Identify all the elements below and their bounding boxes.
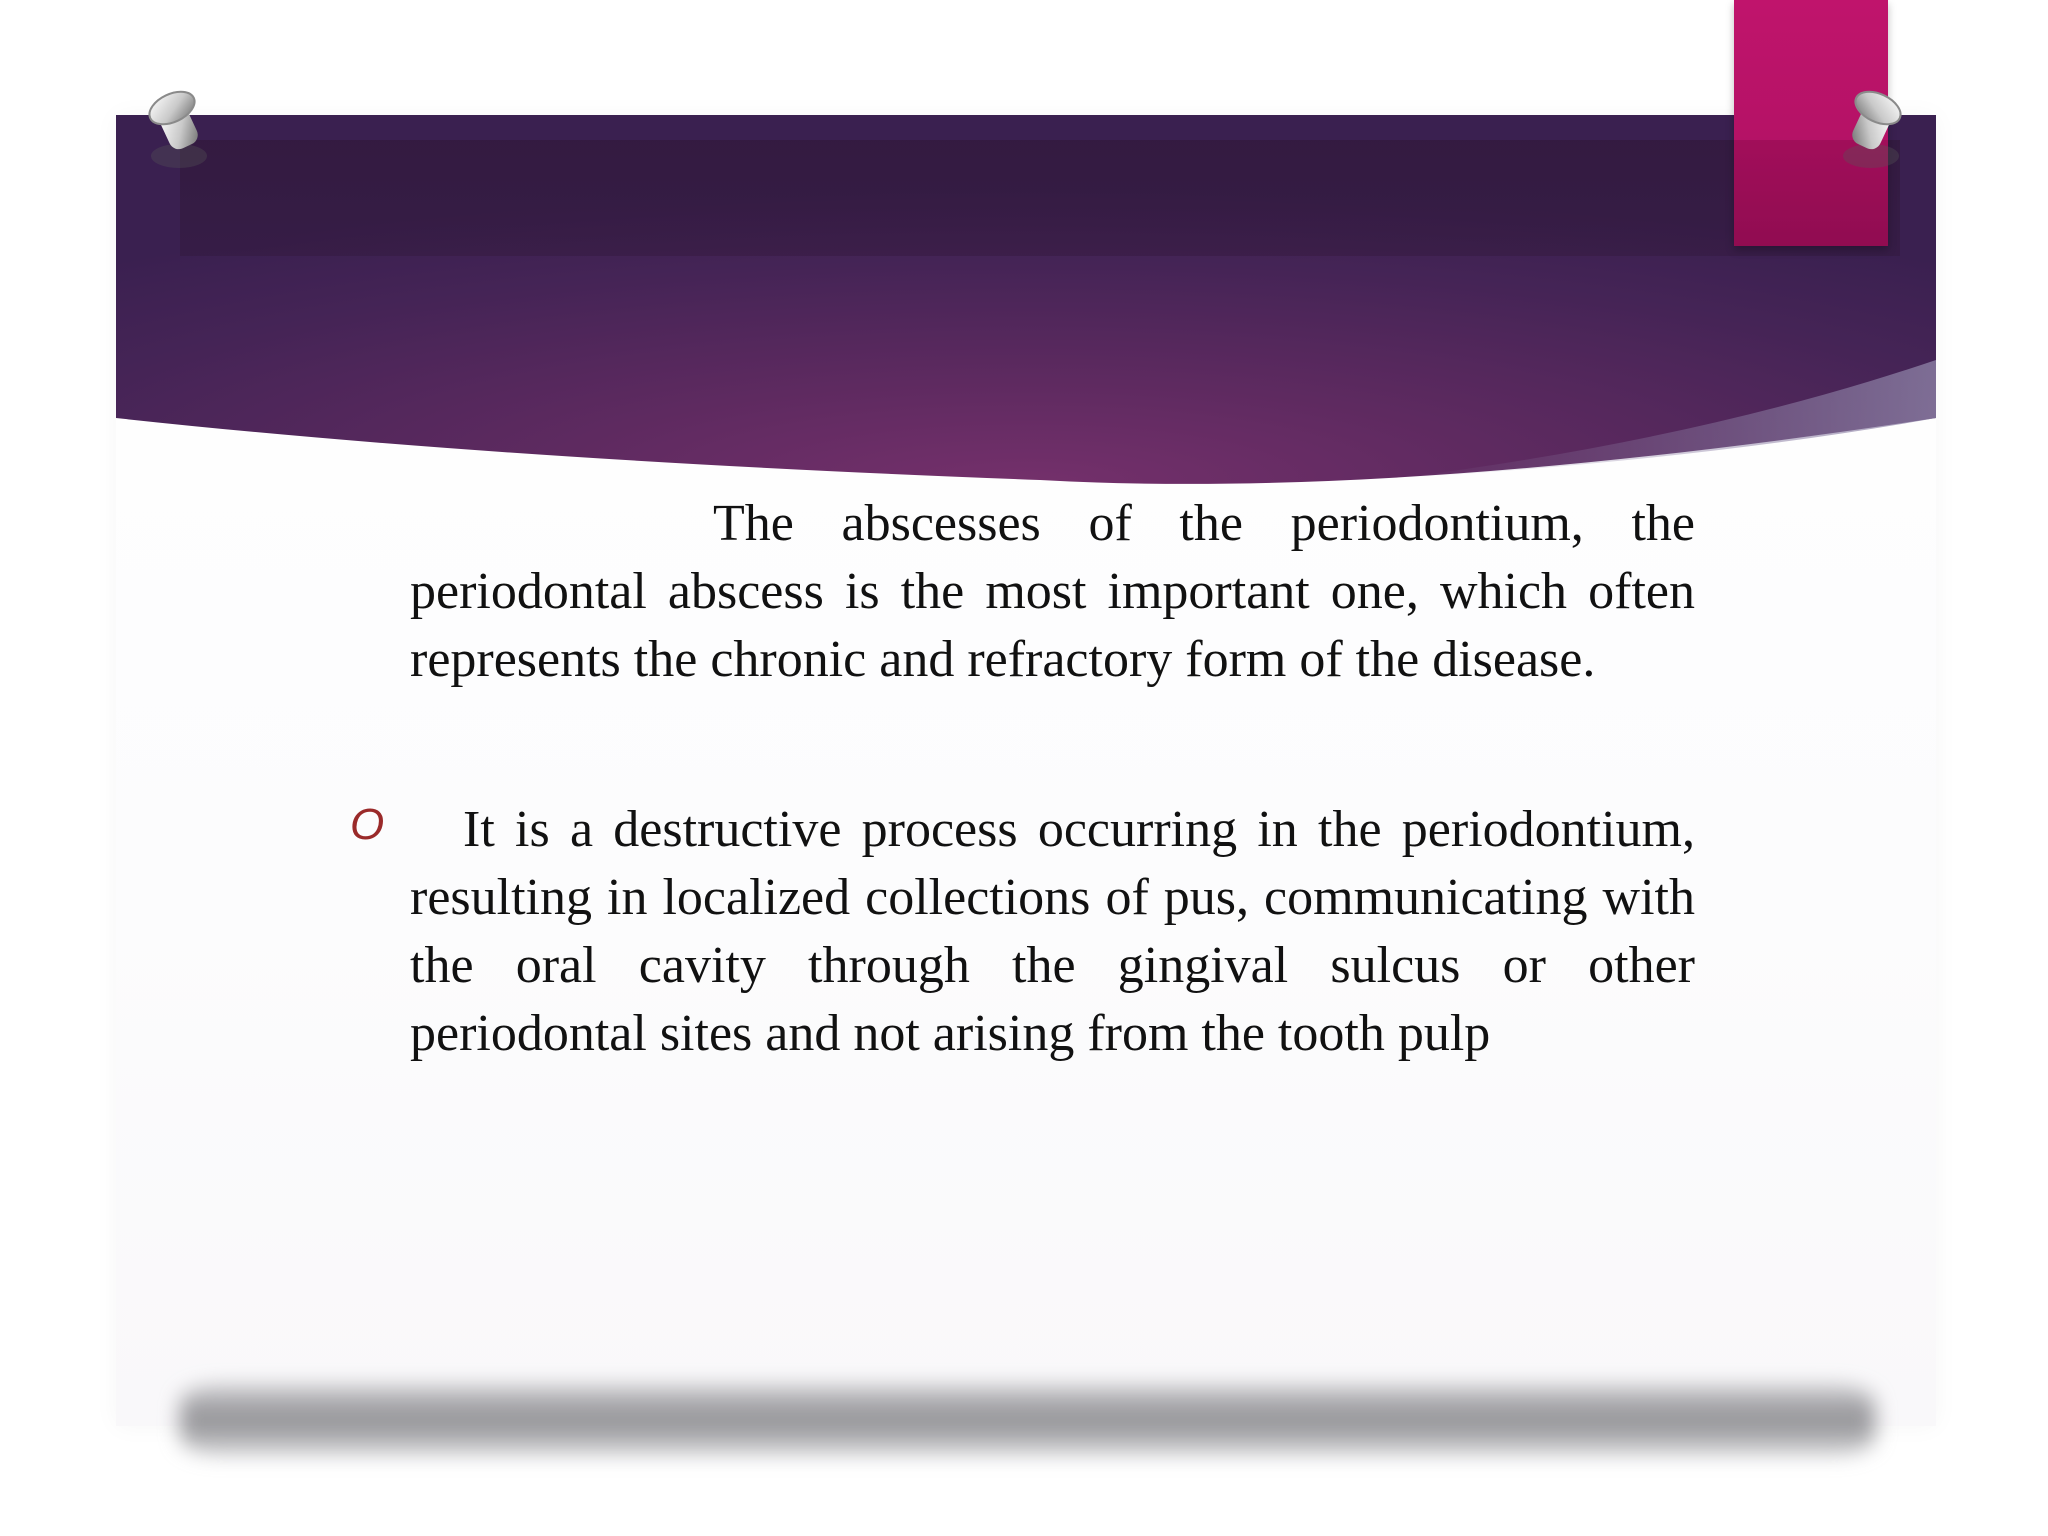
slide-body bbox=[350, 490, 1695, 1068]
paragraph-intro: The abscesses of the periodontium, the periodontal abscess is the most important one, which often represents the chronic and refractory form of the disease. bbox=[410, 495, 1695, 688]
bullet-item bbox=[350, 796, 1695, 1068]
floor-shadow bbox=[180, 1385, 1875, 1455]
pushpin-icon bbox=[1836, 86, 1906, 176]
bullet-marker: O bbox=[350, 800, 385, 849]
bullet-text: It is a destructive process occurring in the periodontium, resulting in localized collections of pus, communicating with the oral cavity through the gingival sulcus or other periodontal sites and not arising from the tooth pulp bbox=[410, 801, 1695, 1062]
pushpin-icon bbox=[144, 86, 214, 176]
